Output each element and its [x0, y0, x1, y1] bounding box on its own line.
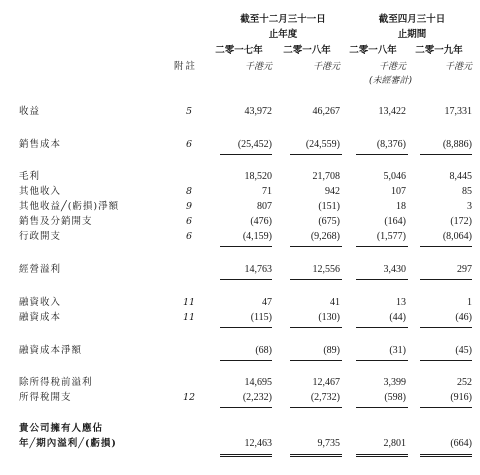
row-note: 6: [185, 231, 193, 242]
row-value: (46): [455, 312, 472, 323]
subtotal-rule: [290, 360, 342, 361]
row-note: 11: [182, 312, 196, 323]
row-value: 5,046: [383, 171, 406, 182]
row-value: (44): [389, 312, 406, 323]
subtotal-rule: [220, 360, 272, 361]
subtotal-rule: [356, 279, 408, 280]
row-value: (31): [389, 345, 406, 356]
unit-label-3: 千港元: [378, 62, 406, 72]
row-value: (45): [455, 345, 472, 356]
year-header-4: 二零一九年: [415, 45, 463, 56]
row-value: (130): [318, 312, 340, 323]
subtotal-rule: [220, 154, 272, 155]
subtotal-rule: [220, 246, 272, 247]
unaudited-label: (未經審計): [368, 76, 412, 86]
row-note: 5: [185, 106, 193, 117]
subtotal-rule: [356, 407, 408, 408]
row-value: 807: [257, 201, 272, 212]
row-label: 其他收入: [19, 186, 62, 197]
unit-label-1: 千港元: [244, 62, 272, 72]
row-label: 除所得稅前溢利: [19, 377, 93, 388]
row-label: 毛利: [19, 171, 41, 182]
row-value: 21,708: [312, 171, 340, 182]
subtotal-rule: [356, 246, 408, 247]
row-note: 8: [185, 186, 193, 197]
row-note: 6: [185, 139, 193, 150]
row-value: (68): [255, 345, 272, 356]
row-note: 11: [182, 297, 196, 308]
subtotal-rule: [420, 246, 472, 247]
row-value: (476): [250, 216, 272, 227]
row-value: 46,267: [312, 106, 340, 117]
row-value: (675): [318, 216, 340, 227]
row-value: 9,735: [317, 438, 340, 449]
row-value: 8,445: [449, 171, 472, 182]
subtotal-rule: [290, 154, 342, 155]
row-value: (151): [318, 201, 340, 212]
subtotal-rule: [220, 407, 272, 408]
subtotal-rule: [290, 279, 342, 280]
subtotal-rule: [290, 246, 342, 247]
row-value: 41: [330, 297, 340, 308]
subtotal-rule: [290, 327, 342, 328]
row-value: 13,422: [378, 106, 406, 117]
row-label: 融資成本: [19, 312, 62, 323]
year-header-3: 二零一八年: [349, 45, 397, 56]
row-value: (8,886): [442, 139, 472, 150]
row-value: (598): [384, 392, 406, 403]
subtotal-rule: [420, 407, 472, 408]
subtotal-rule: [290, 407, 342, 408]
row-value: 1: [467, 297, 472, 308]
row-label: 年╱期內溢利╱(虧損): [19, 438, 117, 449]
row-value: 107: [391, 186, 406, 197]
row-value: 297: [457, 264, 472, 275]
row-value: (115): [250, 312, 272, 323]
group2-title: 截至四月三十日: [378, 14, 446, 25]
row-value: 85: [462, 186, 472, 197]
row-value: 71: [262, 186, 272, 197]
row-note: 6: [185, 216, 193, 227]
row-value: 942: [325, 186, 340, 197]
row-value: 14,695: [244, 377, 272, 388]
row-label: 其他收益╱(虧損)淨額: [19, 201, 120, 212]
subtotal-rule: [356, 154, 408, 155]
row-value: 3,399: [383, 377, 406, 388]
attrib-label: 貴公司擁有人應佔: [19, 423, 104, 434]
unit-label-2: 千港元: [312, 62, 340, 72]
row-value: (8,064): [442, 231, 472, 242]
row-value: 18: [396, 201, 406, 212]
row-value: 12,556: [312, 264, 340, 275]
row-value: (4,159): [242, 231, 272, 242]
row-value: 14,763: [244, 264, 272, 275]
subtotal-rule: [356, 360, 408, 361]
row-value: 12,467: [312, 377, 340, 388]
note-column-header: 附註: [174, 61, 198, 72]
row-note: 9: [185, 201, 193, 212]
total-double-rule: [356, 454, 408, 457]
subtotal-rule: [220, 327, 272, 328]
row-label: 銷售及分銷開支: [19, 216, 93, 227]
row-label: 融資收入: [19, 297, 62, 308]
row-value: 17,331: [444, 106, 472, 117]
row-label: 融資成本淨額: [19, 345, 83, 356]
row-value: (916): [450, 392, 472, 403]
total-double-rule: [290, 454, 342, 457]
row-value: 13: [396, 297, 406, 308]
row-value: (1,577): [376, 231, 406, 242]
unit-label-4: 千港元: [444, 62, 472, 72]
year-header-2: 二零一八年: [283, 45, 331, 56]
row-value: (2,732): [310, 392, 340, 403]
row-label: 所得稅開支: [19, 392, 72, 403]
row-label: 收益: [19, 106, 41, 117]
row-value: (25,452): [237, 139, 272, 150]
subtotal-rule: [420, 360, 472, 361]
subtotal-rule: [420, 327, 472, 328]
row-value: 3,430: [383, 264, 406, 275]
subtotal-rule: [420, 279, 472, 280]
row-value: (9,268): [310, 231, 340, 242]
row-value: 3: [467, 201, 472, 212]
row-label: 銷售成本: [19, 139, 62, 150]
row-value: 43,972: [244, 106, 272, 117]
subtotal-rule: [220, 279, 272, 280]
row-value: 252: [457, 377, 472, 388]
group1-title: 截至十二月三十一日: [240, 14, 326, 25]
subtotal-rule: [356, 327, 408, 328]
row-label: 行政開支: [19, 231, 62, 242]
row-value: 2,801: [383, 438, 406, 449]
subtotal-rule: [420, 154, 472, 155]
total-double-rule: [420, 454, 472, 457]
row-note: 12: [182, 392, 196, 403]
row-value: 12,463: [244, 438, 272, 449]
row-value: (24,559): [305, 139, 340, 150]
group2-subtitle: 止期間: [397, 29, 427, 40]
row-value: (89): [323, 345, 340, 356]
row-value: (8,376): [376, 139, 406, 150]
row-value: (664): [450, 438, 472, 449]
total-double-rule: [220, 454, 272, 457]
row-value: (164): [384, 216, 406, 227]
group1-subtitle: 止年度: [268, 29, 298, 40]
row-label: 經營溢利: [19, 264, 62, 275]
row-value: 47: [262, 297, 272, 308]
row-value: 18,520: [244, 171, 272, 182]
year-header-1: 二零一七年: [215, 45, 263, 56]
row-value: (2,232): [242, 392, 272, 403]
row-value: (172): [450, 216, 472, 227]
